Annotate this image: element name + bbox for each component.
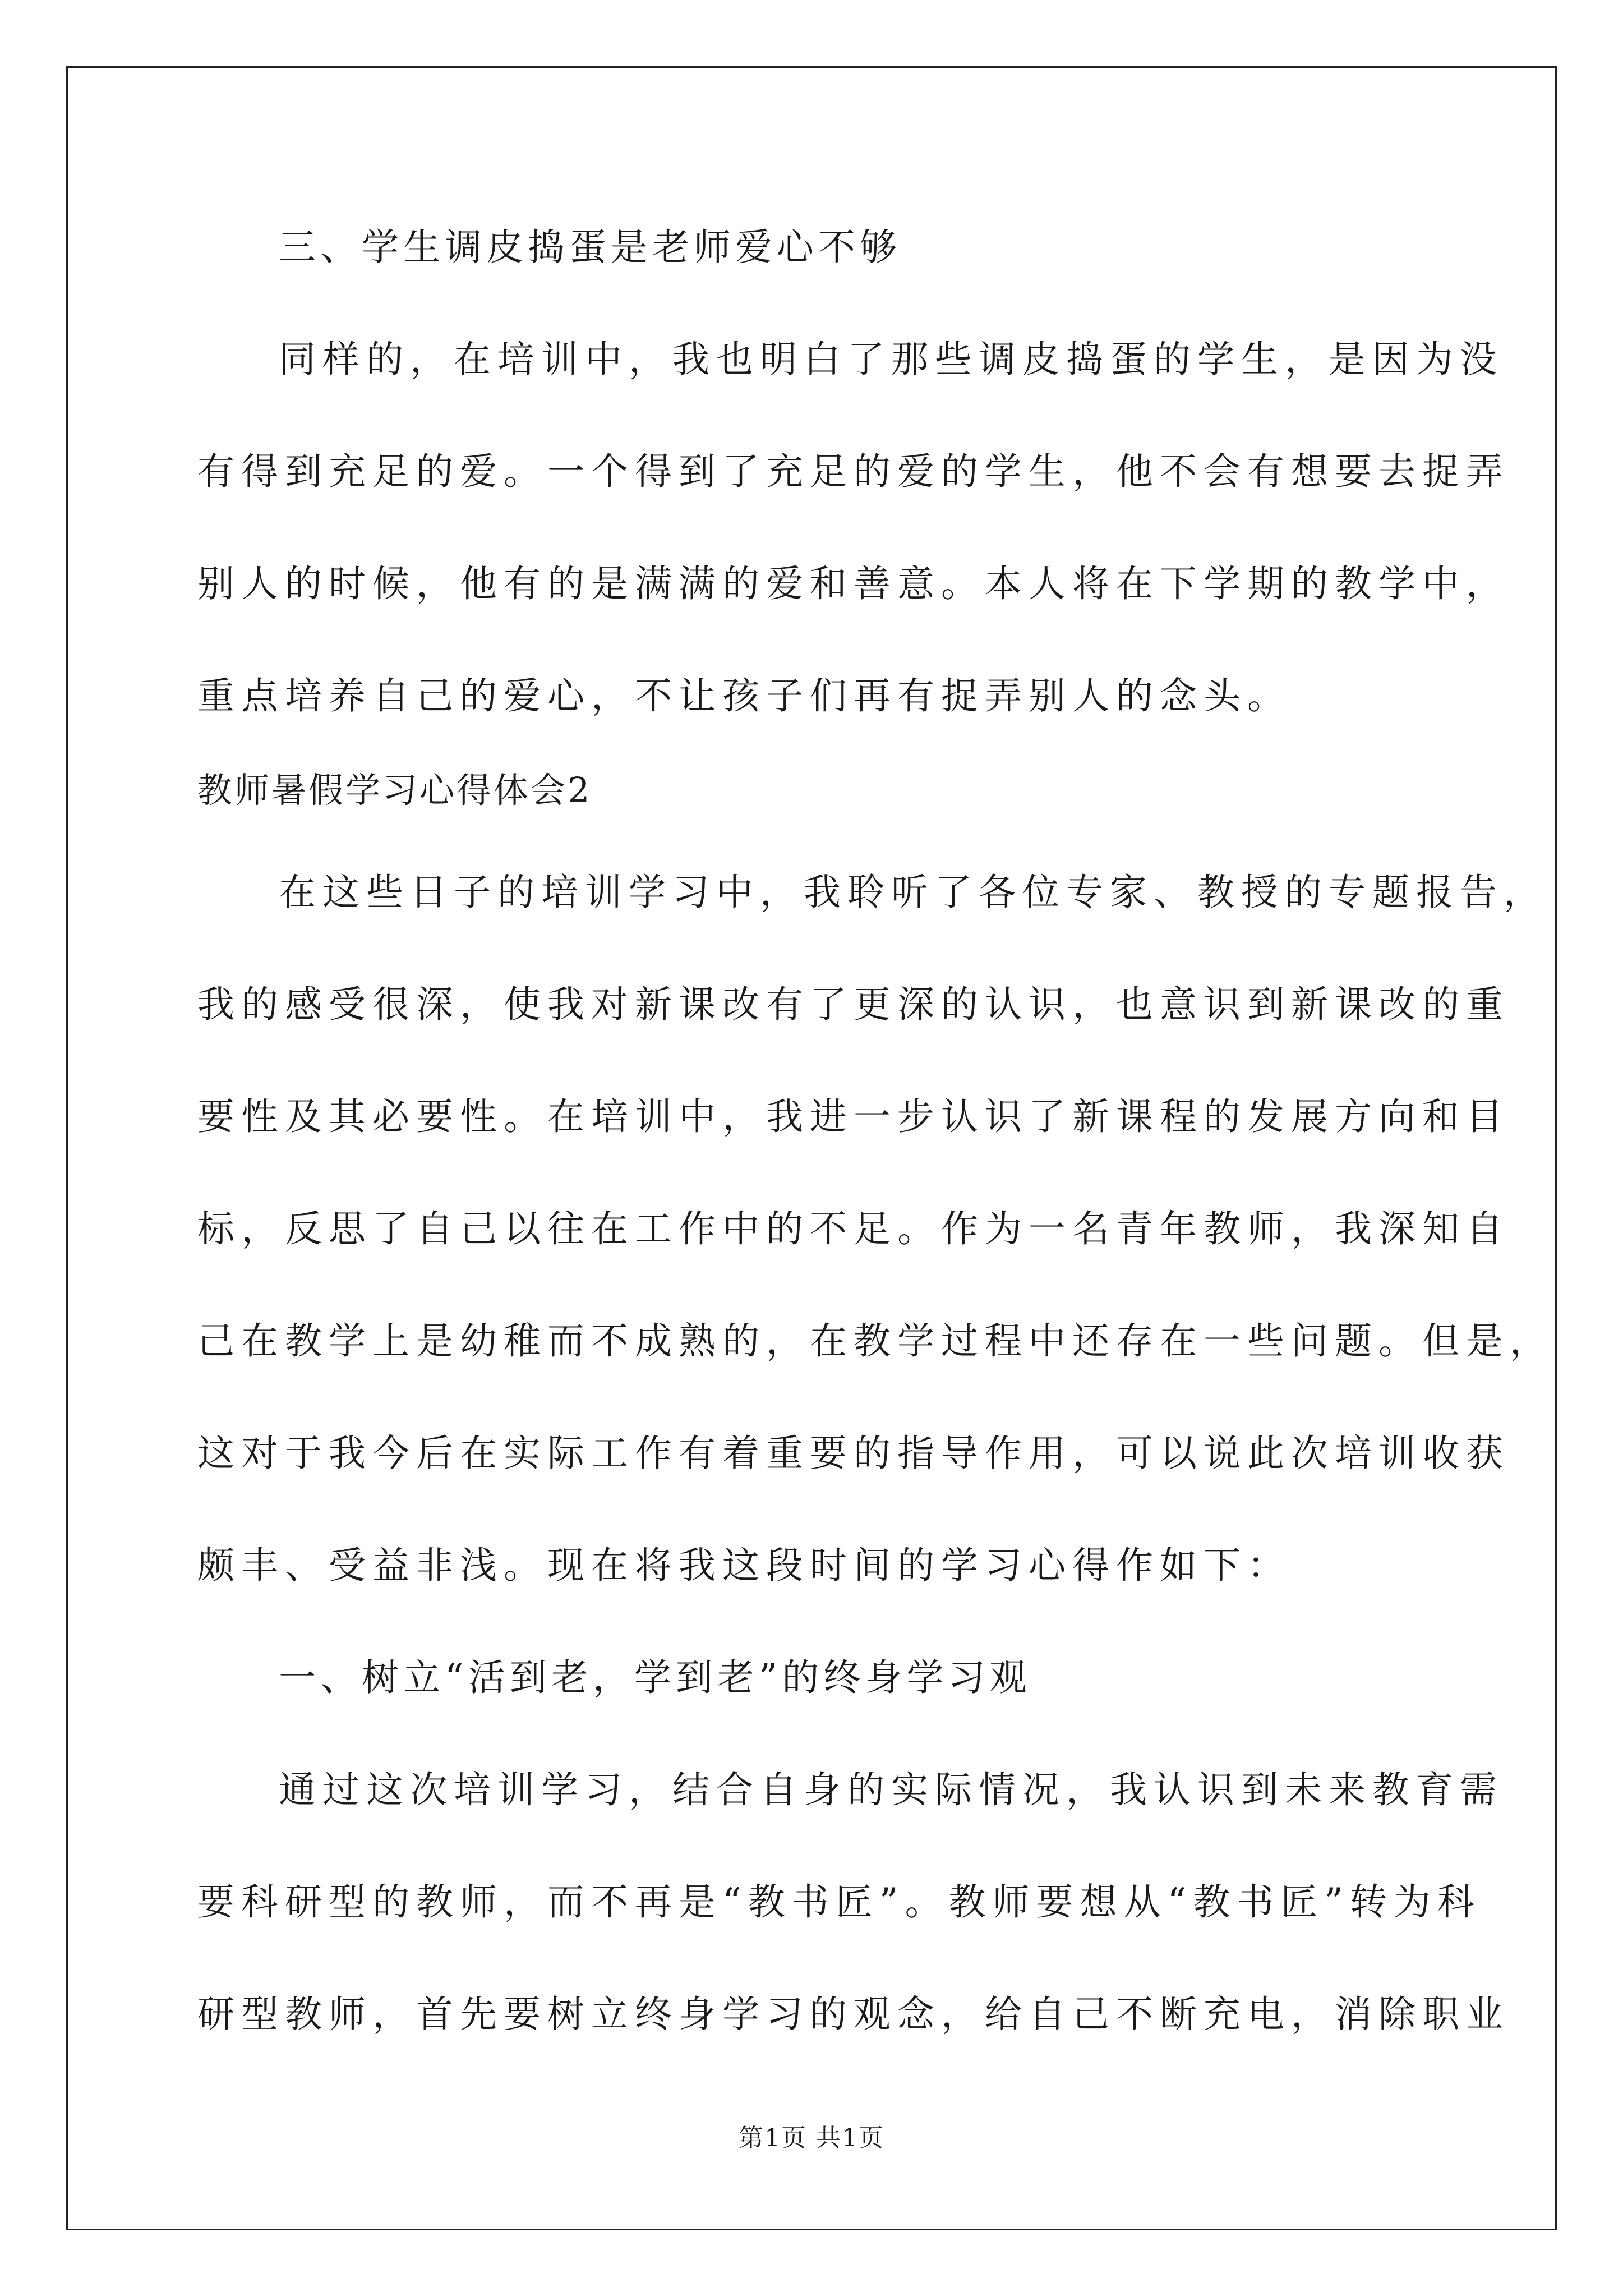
paragraph-line: 己在教学上是幼稚而不成熟的，在教学过程中还存在一些问题。但是， (197, 1319, 1553, 1363)
section-heading-3: 三、学生调皮捣蛋是老师爱心不够 (279, 226, 901, 269)
article-title: 教师暑假学习心得体会2 (197, 770, 592, 811)
paragraph-line: 研型教师，首先要树立终身学习的观念，给自己不断充电，消除职业 (197, 1993, 1510, 2036)
paragraph-line: 同样的，在培训中，我也明白了那些调皮捣蛋的学生，是因为没 (279, 338, 1504, 381)
paragraph-line: 通过这次培训学习，结合自身的实际情况，我认识到未来教育需 (279, 1768, 1504, 1811)
paragraph-line: 别人的时候，他有的是满满的爱和善意。本人将在下学期的教学中， (197, 562, 1510, 605)
paragraph-line: 颇丰、受益非浅。现在将我这段时间的学习心得作如下： (197, 1544, 1291, 1587)
paragraph-line: 要性及其必要性。在培训中，我进一步认识了新课程的发展方向和目 (197, 1095, 1510, 1138)
page-number-footer: 第1页 共1页 (739, 2124, 884, 2152)
paragraph-line: 重点培养自己的爱心，不让孩子们再有捉弄别人的念头。 (197, 674, 1291, 717)
section-heading-1: 一、树立“活到老，学到老”的终身学习观 (279, 1656, 1031, 1699)
paragraph-line: 我的感受很深，使我对新课改有了更深的认识，也意识到新课改的重 (197, 983, 1510, 1026)
paragraph-line: 标，反思了自己以往在工作中的不足。作为一名青年教师，我深知自 (197, 1207, 1510, 1250)
paragraph-line: 有得到充足的爱。一个得到了充足的爱的学生，他不会有想要去捉弄 (197, 450, 1510, 493)
paragraph-line: 这对于我今后在实际工作有着重要的指导作用，可以说此次培训收获 (197, 1432, 1510, 1475)
paragraph-line: 在这些日子的培训学习中，我聆听了各位专家、教授的专题报告， (279, 871, 1547, 914)
paragraph-line: 要科研型的教师，而不再是“教书匠”。教师要想从“教书匠”转为科 (197, 1880, 1481, 1924)
